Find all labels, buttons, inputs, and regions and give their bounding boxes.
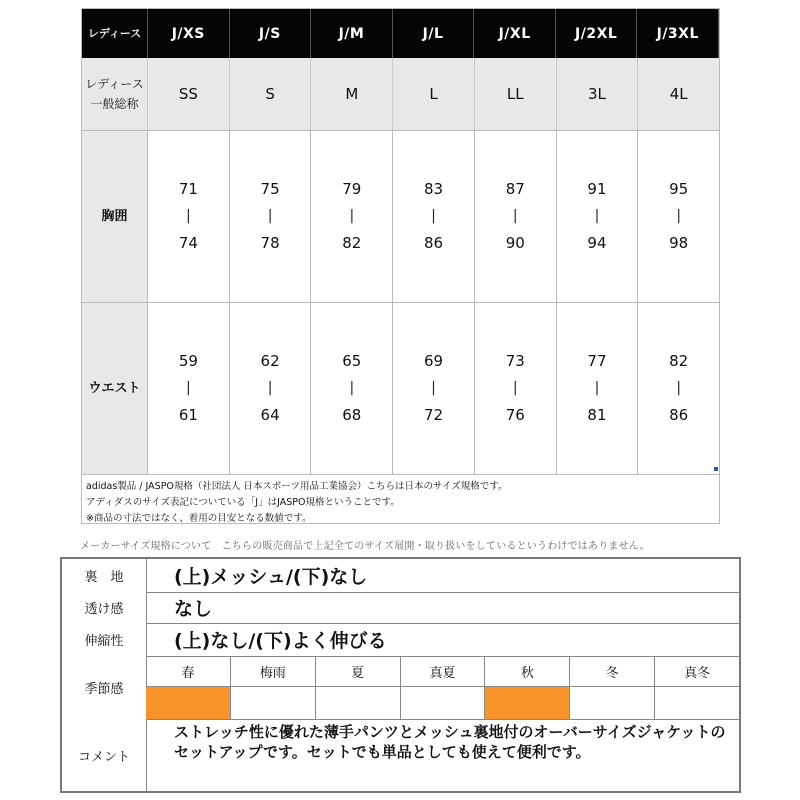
waist-min: 62 (260, 352, 280, 370)
chest-cell (557, 131, 639, 302)
corner-marker (714, 467, 718, 471)
waist-max: 68 (342, 406, 362, 424)
chest-max: 98 (669, 234, 689, 252)
size-cell: J/2XL (556, 9, 638, 58)
size-cell: J/M (311, 9, 393, 58)
season-grid (146, 656, 739, 719)
season-column (231, 656, 316, 719)
chest-min: 87 (505, 180, 525, 198)
range-separator: | (431, 208, 436, 224)
season-indicator (655, 687, 739, 719)
sheer-label: 透け感 (62, 592, 147, 623)
season-indicator (401, 687, 485, 719)
range-separator: | (349, 208, 355, 224)
chest-label: 胸囲 (82, 131, 148, 302)
season-name: 秋 (485, 656, 569, 687)
waist-cell (311, 303, 393, 474)
stretch-row (62, 623, 739, 657)
range-separator: | (431, 380, 436, 396)
waist-cell (230, 303, 312, 474)
chest-max: 86 (423, 234, 444, 252)
size-cell: J/XL (474, 9, 556, 58)
lining-value: (上)メッシュ/(下)なし (174, 566, 368, 588)
season-column (401, 656, 486, 719)
size-cell: J/L (393, 9, 475, 58)
maker-size-note: メーカーサイズ規格について こちらの販売商品で上記全てのサイズ展開・取り扱いをしているというわけではありません。 (80, 541, 650, 552)
general-size-cell: LL (475, 58, 557, 130)
general-label-line2: 一般総称 (90, 97, 139, 111)
season-column (485, 656, 570, 719)
note-line: アディダスのサイズ表記についている「J」はJASPO規格ということです。 (86, 497, 400, 508)
range-separator: | (594, 208, 600, 224)
season-column (146, 656, 231, 719)
waist-max: 61 (178, 406, 198, 424)
waist-max: 81 (587, 406, 607, 424)
range-separator: | (267, 380, 273, 396)
season-name: 梅雨 (231, 656, 315, 687)
waist-max: 72 (423, 406, 444, 424)
chest-cell (475, 131, 557, 302)
general-size-cell: 4L (669, 85, 688, 103)
waist-min: 65 (342, 352, 362, 370)
chest-cell (311, 131, 393, 302)
range-separator: | (512, 208, 518, 224)
season-name: 春 (146, 656, 230, 687)
size-table (81, 8, 720, 524)
season-name: 真冬 (655, 656, 739, 687)
waist-max: 64 (260, 406, 280, 424)
size-header-label: レディース (82, 9, 148, 58)
season-indicator (316, 687, 400, 719)
chest-max: 74 (178, 234, 198, 252)
season-indicator (231, 687, 315, 719)
chest-min: 71 (178, 180, 198, 198)
waist-cell (638, 303, 719, 474)
season-indicator (146, 687, 230, 719)
general-size-cell: 3L (557, 58, 639, 130)
lining-label: 裏 地 (62, 559, 147, 592)
range-separator: | (594, 380, 600, 396)
waist-max: 86 (669, 406, 689, 424)
chest-cell (230, 131, 312, 302)
general-size-label (82, 58, 148, 130)
waist-min: 82 (669, 352, 689, 370)
comment-row (62, 719, 739, 791)
chest-max: 94 (587, 234, 607, 252)
general-size-cell: S (230, 58, 312, 130)
chest-min: 79 (342, 180, 362, 198)
comment-text: ストレッチ性に優れた薄手パンツとメッシュ裏地付のオーバーサイズジャケットのセットアップです。セットでも単品としても使えて便利です。 (174, 723, 726, 761)
size-cell: J/3XL (637, 9, 719, 58)
size-cell: J/XS (148, 9, 230, 58)
waist-min: 73 (505, 352, 525, 370)
chest-min: 83 (423, 180, 444, 198)
season-indicator (485, 687, 569, 719)
chest-min: 91 (587, 180, 607, 198)
comment-label: コメント (62, 719, 147, 791)
waist-cell (475, 303, 557, 474)
waist-min: 77 (587, 352, 607, 370)
note-line: ※商品の寸法ではなく、着用の目安となる数値です。 (86, 513, 312, 524)
waist-cell (393, 303, 475, 474)
chest-cell (638, 131, 719, 302)
season-column (655, 656, 739, 719)
chest-cell (393, 131, 475, 302)
waist-cell (148, 303, 230, 474)
stretch-value: (上)なし/(下)よく伸びる (174, 630, 387, 652)
chest-max: 90 (505, 234, 525, 252)
general-label-line1: レディース (85, 77, 144, 91)
season-name: 真夏 (401, 656, 485, 687)
waist-label: ウエスト (82, 303, 148, 474)
waist-min: 59 (178, 352, 198, 370)
chest-row (82, 130, 719, 302)
chest-cell (148, 131, 230, 302)
season-column (316, 656, 401, 719)
range-separator: | (349, 380, 355, 396)
sheer-row (62, 592, 739, 624)
general-size-row (82, 58, 719, 130)
chest-max: 82 (342, 234, 362, 252)
size-notes (82, 474, 719, 523)
season-indicator (570, 687, 654, 719)
stretch-label: 伸縮性 (62, 623, 147, 656)
waist-min: 69 (423, 352, 444, 370)
waist-row (82, 302, 719, 474)
range-separator: | (512, 380, 518, 396)
chest-min: 95 (669, 180, 689, 198)
size-header-row (82, 9, 719, 58)
lining-row (62, 559, 739, 593)
season-name: 夏 (316, 656, 400, 687)
general-size-cell: M (311, 58, 393, 130)
range-separator: | (186, 208, 191, 224)
season-row (62, 656, 739, 720)
waist-cell (557, 303, 639, 474)
range-separator: | (676, 380, 682, 396)
range-separator: | (676, 208, 682, 224)
chest-max: 78 (260, 234, 280, 252)
range-separator: | (186, 380, 191, 396)
general-size-cell: SS (148, 58, 230, 130)
general-size-cell: L (393, 58, 475, 130)
sheer-value: なし (174, 598, 213, 620)
range-separator: | (267, 208, 273, 224)
season-column (570, 656, 655, 719)
waist-max: 76 (505, 406, 525, 424)
fabric-table (60, 557, 741, 793)
size-cell: J/S (230, 9, 312, 58)
season-name: 冬 (570, 656, 654, 687)
season-label: 季節感 (62, 656, 147, 719)
note-line: adidas製品 / JASPO規格（社団法人 日本スポーツ用品工業協会）こちらは日本のサイズ規格です。 (86, 481, 508, 492)
chest-min: 75 (260, 180, 280, 198)
